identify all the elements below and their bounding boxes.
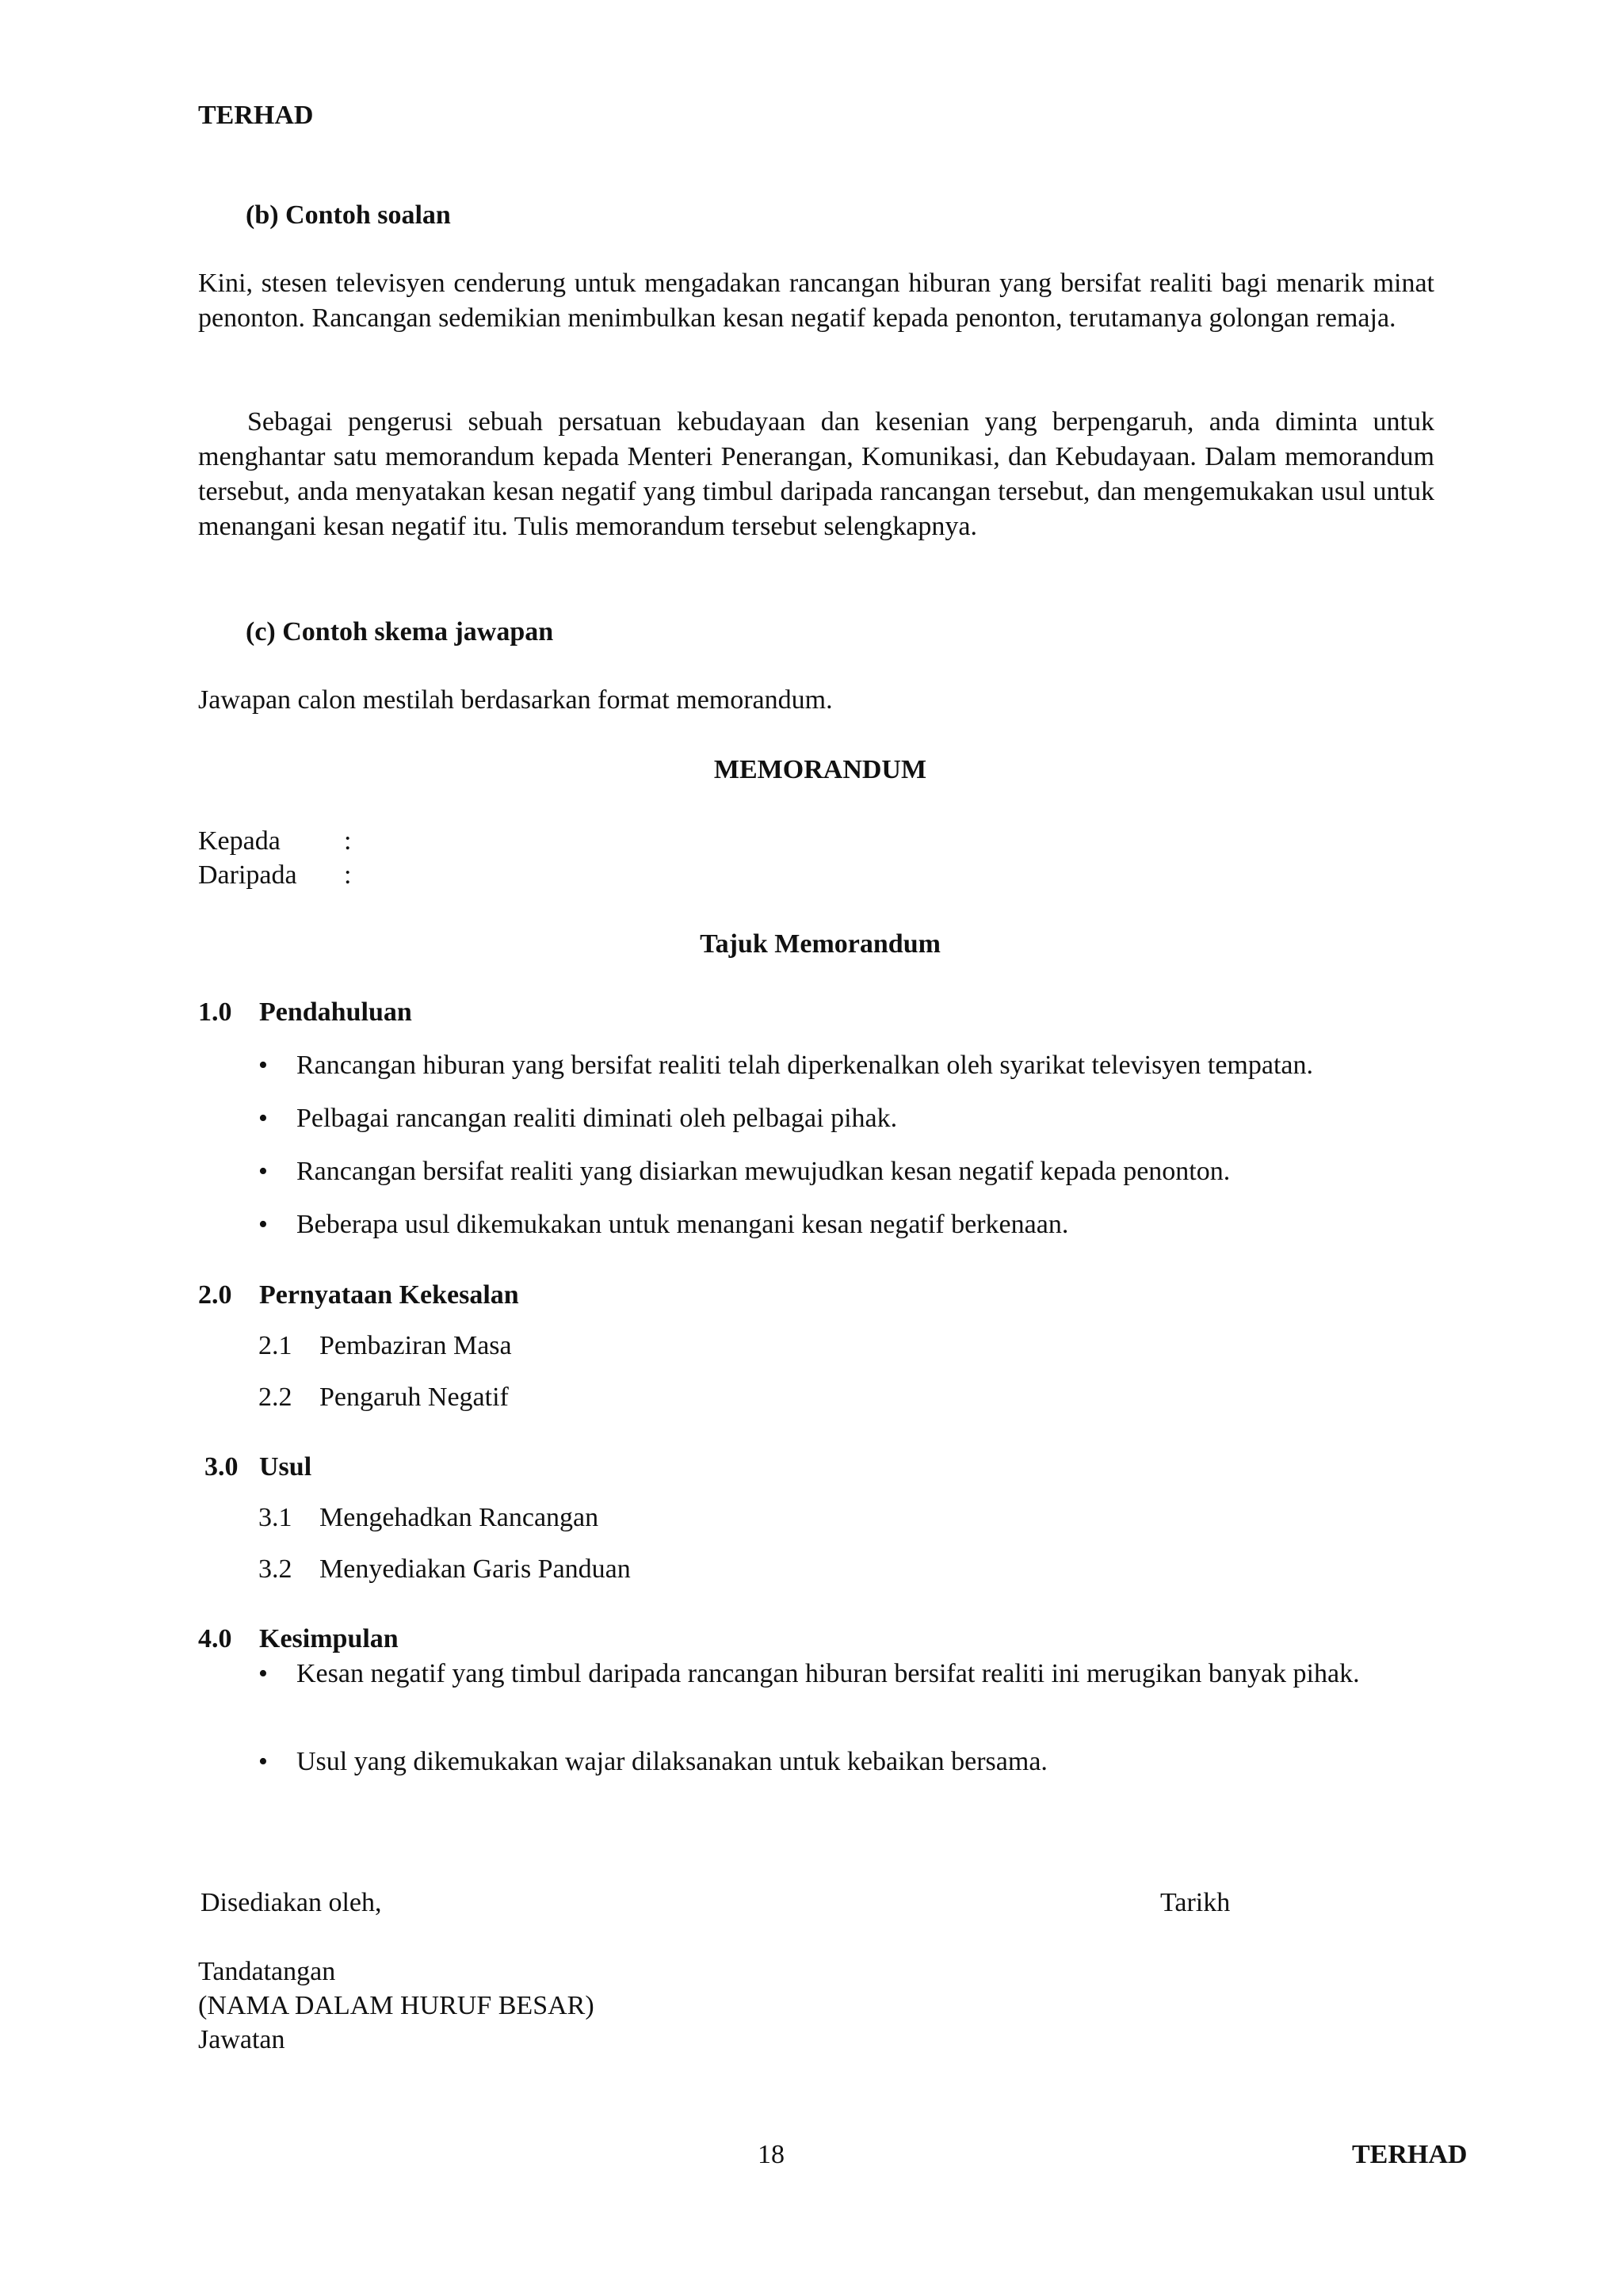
section-4-number: 4.0 (198, 1624, 232, 1653)
bullet-text: Pelbagai rancangan realiti diminati oleh pelbagai pihak. (296, 1104, 898, 1133)
bullet-icon: • (258, 1659, 268, 1688)
section-c-intro: Jawapan calon mestilah berdasarkan format memorandum. (198, 685, 833, 715)
position-label: Jawatan (198, 2025, 285, 2054)
section-4-bullet-item (258, 1657, 1439, 1726)
bullet-icon: • (258, 1747, 268, 1776)
section-1-title: Pendahuluan (259, 997, 412, 1027)
memo-to-colon: : (344, 826, 352, 856)
memo-title: MEMORANDUM (713, 755, 927, 784)
section-b-heading: (b) Contoh soalan (246, 200, 451, 230)
section-3-item-text: Menyediakan Garis Panduan (319, 1554, 631, 1584)
header-classification: TERHAD (198, 101, 314, 130)
date-label: Tarikh (1160, 1888, 1231, 1917)
memo-from-label: Daripada (198, 860, 297, 890)
section-b-paragraph-2: Sebagai pengerusi sebuah persatuan kebudayaan dan kesenian yang berpengaruh, anda diminta untuk menghantar satu memorandum kepada Menteri Penerangan, Komunikasi, dan Kebudayaan. Dalam memorandum tersebut, anda menyatakan kesan negatif yang timbul daripada rancangan tersebut, dan mengemukakan usul untuk menangani kesan negatif itu. Tulis memorandum tersebut selengkapnya. (198, 407, 1434, 541)
name-caps-label: (NAMA DALAM HURUF BESAR) (198, 1991, 594, 2020)
bullet-icon: • (258, 1157, 268, 1186)
section-2-item-number: 2.1 (258, 1331, 292, 1360)
section-3-item-number: 3.1 (258, 1503, 292, 1532)
memo-subject-title: Tajuk Memorandum (700, 929, 941, 959)
page-number: 18 (758, 2140, 785, 2169)
bullet-icon: • (258, 1210, 268, 1239)
section-2-title: Pernyataan Kekesalan (259, 1280, 519, 1310)
section-2-item-number: 2.2 (258, 1383, 292, 1412)
section-b-paragraph-1: Kini, stesen televisyen cenderung untuk mengadakan rancangan hiburan yang bersifat realiti bagi menarik minat penonton. Rancangan sedemikian menimbulkan kesan negatif kepada penonton, terutamanya golongan remaja. (198, 269, 1434, 333)
bullet-icon: • (258, 1051, 268, 1080)
section-2-number: 2.0 (198, 1280, 232, 1310)
section-4-title: Kesimpulan (259, 1624, 399, 1653)
section-3-item-text: Mengehadkan Rancangan (319, 1503, 599, 1532)
section-2-item-text: Pembaziran Masa (319, 1331, 512, 1360)
memo-to-label: Kepada (198, 826, 281, 856)
signature-label: Tandatangan (198, 1957, 336, 1986)
bullet-icon: • (258, 1104, 268, 1133)
section-3-title: Usul (259, 1452, 312, 1482)
section-c-heading: (c) Contoh skema jawapan (246, 617, 554, 646)
bullet-text: Usul yang dikemukakan wajar dilaksanakan untuk kebaikan bersama. (296, 1747, 1048, 1776)
prepared-by-label: Disediakan oleh, (200, 1888, 382, 1917)
section-1-number: 1.0 (198, 997, 232, 1027)
bullet-text: Rancangan bersifat realiti yang disiarkan mewujudkan kesan negatif kepada penonton. (296, 1157, 1231, 1186)
section-3-number: 3.0 (204, 1452, 239, 1482)
memo-from-colon: : (344, 860, 352, 890)
bullet-text: Rancangan hiburan yang bersifat realiti telah diperkenalkan oleh syarikat televisyen tempatan. (296, 1051, 1314, 1080)
bullet-text: Kesan negatif yang timbul daripada rancangan hiburan bersifat realiti ini merugikan banyak pihak. (296, 1659, 1360, 1688)
section-2-item-text: Pengaruh Negatif (319, 1383, 509, 1412)
section-3-item-number: 3.2 (258, 1554, 292, 1584)
footer-classification: TERHAD (1352, 2140, 1468, 2169)
bullet-text: Beberapa usul dikemukakan untuk menangani kesan negatif berkenaan. (296, 1210, 1069, 1239)
